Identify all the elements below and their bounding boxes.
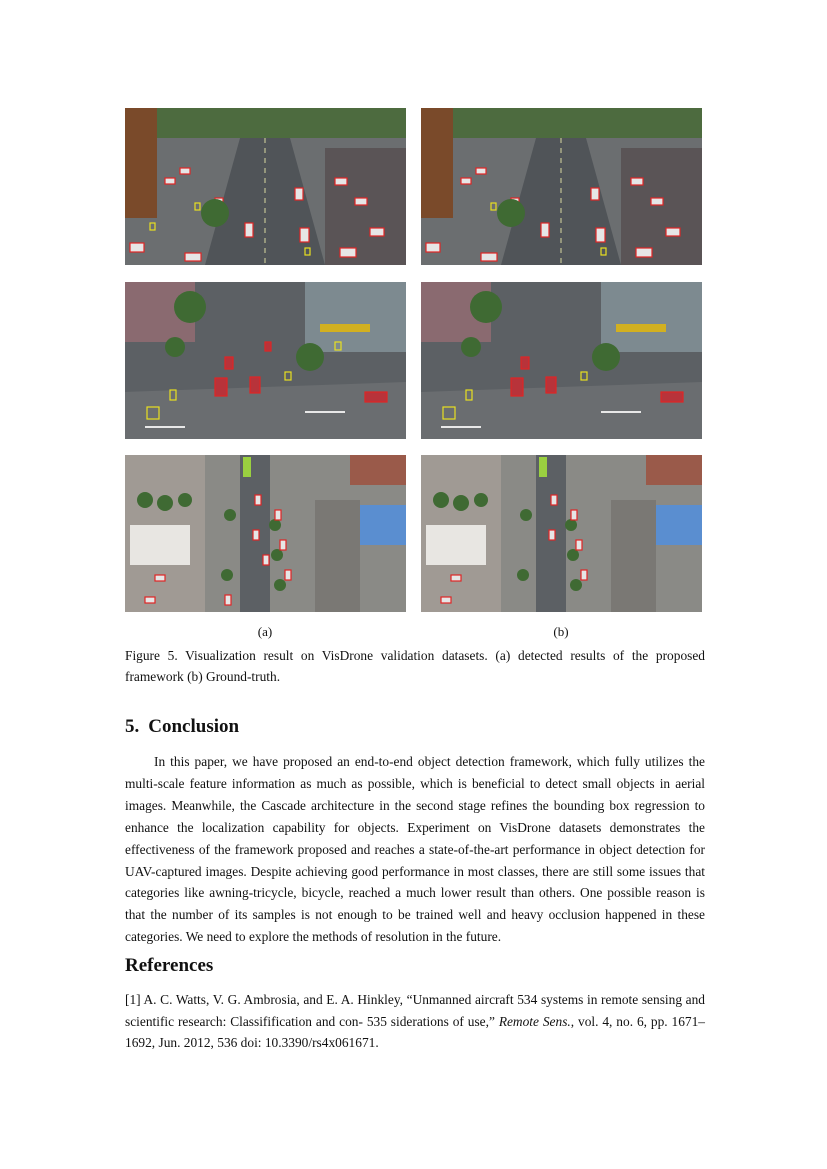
figure-image-b-1 [421,108,702,265]
figure-caption: Figure 5. Visualization result on VisDrone validation datasets. (a) detected results of the proposed framework (b) Ground-truth. [125,648,705,684]
subfigure-label-a: (a) [257,624,273,639]
references-heading: References [125,955,214,976]
reference-item [125,989,705,1054]
subfigure-label-b: (b) [553,624,569,639]
figure-image-b-3 [421,455,702,612]
section-heading-conclusion [125,716,239,738]
reference-text-after: , vol. 4, no. 6, pp. 1671–1692, Jun. 2012, 536 doi: 10.3390/rs4x061671. [125,1013,705,1050]
reference-text-before: [1] A. C. Watts, V. G. Ambrosia, and E. A. Hinkley, “Unmanned aircraft 534 systems in remote sensing and scientific research: Classifification and con- 535 siderations of use,” [125,992,705,1029]
figure-image-a-2 [125,282,406,439]
conclusion-paragraph: In this paper, we have proposed an end-to-end object detection framework, which fully utilizes the multi-scale feature information as much as possible, which is beneficial to detect small objects in aerial images. Meanwhile, the Cascade architecture in the second stage refines the bounding box regression to enhance the localization capability for objects. Experiment on VisDrone datasets demonstrates the effectiveness of the framework proposed and reaches a state-of-the-art performance in object detection for UAV-captured images. Despite achieving good performance in most classes, there are still some issues that categories like awning-tricycle, bicycle, reached a much lower result than others. One possible reason is that the number of its samples is not enough to be trained well and heavy occlusion happened in these categories. We need to explore the methods of resolution in the future. [125,754,705,945]
reference-journal: Remote Sens. [498,1013,571,1029]
section-title: Conclusion [148,716,240,737]
figure-image-a-3 [125,455,406,612]
section-number: 5. [125,716,140,737]
figure-image-b-2 [421,282,702,439]
figure-image-a-1 [125,108,406,265]
